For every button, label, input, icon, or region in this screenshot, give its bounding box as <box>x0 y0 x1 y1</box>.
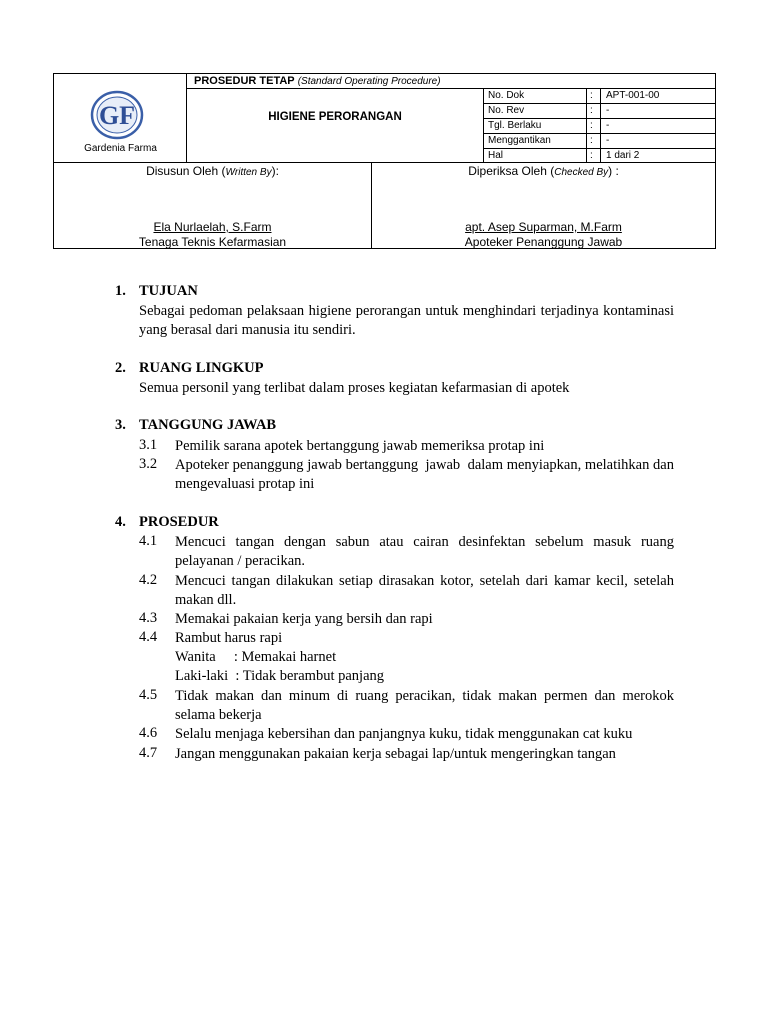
author-role: Tenaga Teknis Kefarmasian <box>138 235 287 249</box>
section-heading-ruang-lingkup: 2. RUANG LINGKUP <box>115 360 264 376</box>
title-sub: (Standard Operating Procedure) <box>297 76 441 87</box>
meta-label: No. Rev <box>488 105 525 116</box>
title-main: PROSEDUR TETAP <box>194 75 295 87</box>
document-title <box>187 74 715 89</box>
list-item: Rambut harus rapi <box>175 630 283 646</box>
meta-separator: : <box>590 105 593 116</box>
list-item: Pemilik sarana apotek bertanggung jawab memeriksa protap ini <box>175 438 545 454</box>
meta-row-no-dok <box>484 89 715 104</box>
meta-row-no-rev <box>484 104 715 119</box>
meta-label: No. Dok <box>488 90 525 101</box>
item-number: 3.1 <box>139 437 158 453</box>
meta-value: APT-001-00 <box>606 90 660 101</box>
written-by-cell <box>54 163 372 248</box>
section-text-ruang-lingkup: Semua personil yang terlibat dalam proses kegiatan kefarmasian di apotek <box>139 380 570 396</box>
document-meta <box>484 89 715 163</box>
list-item: Apoteker penanggung jawab bertanggung jawab dalam menyiapkan, melatihkan dan mengevaluasi protap ini <box>175 457 678 492</box>
item-number: 4.5 <box>139 687 158 703</box>
meta-value: 1 dari 2 <box>606 150 640 161</box>
list-item: Jangan menggunakan pakaian kerja sebagai lap/untuk mengeringkan tangan <box>175 746 616 762</box>
meta-value: - <box>606 135 610 146</box>
list-item: Tidak makan dan minum di ruang peracikan, tidak makan permen dan merokok selama bekerja <box>175 688 674 723</box>
item-number: 4.6 <box>139 725 158 741</box>
subject-title: HIGIENE PERORANGAN <box>268 111 402 123</box>
list-item: Selalu menjaga kebersihan dan panjangnya kuku, tidak menggunakan cat kuku <box>175 726 633 742</box>
meta-separator: : <box>590 150 593 161</box>
section-heading-tujuan: 1. TUJUAN <box>115 283 198 299</box>
item-number: 3.2 <box>139 456 158 472</box>
item-number: 4.4 <box>139 629 158 645</box>
meta-row-tgl-berlaku <box>484 119 715 134</box>
list-item: Mencuci tangan dengan sabun atau cairan desinfektan sebelum masuk ruang pelayanan / peracikan. <box>175 534 674 569</box>
meta-value: - <box>606 105 610 116</box>
logo-cell <box>54 74 187 163</box>
checker-role: Apoteker Penanggung Jawab <box>464 235 623 249</box>
meta-label: Hal <box>488 150 504 161</box>
document-header-table <box>53 73 716 249</box>
meta-row-hal <box>484 149 715 164</box>
checked-by-cell <box>372 163 715 248</box>
company-name: Gardenia Farma <box>84 143 157 154</box>
author-name: Ela Nurlaelah, S.Farm <box>153 220 272 234</box>
written-by-label: Disusun Oleh (Written By): <box>146 164 279 178</box>
item-number: 4.2 <box>139 572 158 588</box>
item-number: 4.3 <box>139 610 158 626</box>
section-heading-tanggung-jawab: 3. TANGGUNG JAWAB <box>115 417 277 433</box>
section-text-tujuan: Sebagai pedoman pelaksaan higiene perorangan untuk menghindari terjadinya kontaminasi yang berasal dari manusia itu sendiri. <box>139 303 674 338</box>
meta-row-menggantikan <box>484 134 715 149</box>
meta-separator: : <box>590 90 593 101</box>
list-item: Memakai pakaian kerja yang bersih dan rapi <box>175 611 433 627</box>
svg-text:GF: GF <box>98 101 136 130</box>
subject-cell <box>187 89 484 163</box>
sub-item-wanita: Wanita : Memakai harnet <box>175 649 337 665</box>
checker-name: apt. Asep Suparman, M.Farm <box>465 220 622 234</box>
list-item: Mencuci tangan dilakukan setiap dirasakan kotor, setelah dari kamar kecil, setelah makan dll. <box>175 573 674 608</box>
section-heading-prosedur: 4. PROSEDUR <box>115 514 219 530</box>
checked-by-label: Diperiksa Oleh (Checked By) : <box>468 164 619 178</box>
meta-separator: : <box>590 135 593 146</box>
sub-item-laki-laki: Laki-laki : Tidak berambut panjang <box>175 668 385 684</box>
item-number: 4.1 <box>139 533 158 549</box>
meta-label: Menggantikan <box>488 135 551 146</box>
company-logo <box>89 90 145 140</box>
meta-separator: : <box>590 120 593 131</box>
meta-label: Tgl. Berlaku <box>488 120 542 131</box>
item-number: 4.7 <box>139 745 158 761</box>
meta-value: - <box>606 120 610 131</box>
